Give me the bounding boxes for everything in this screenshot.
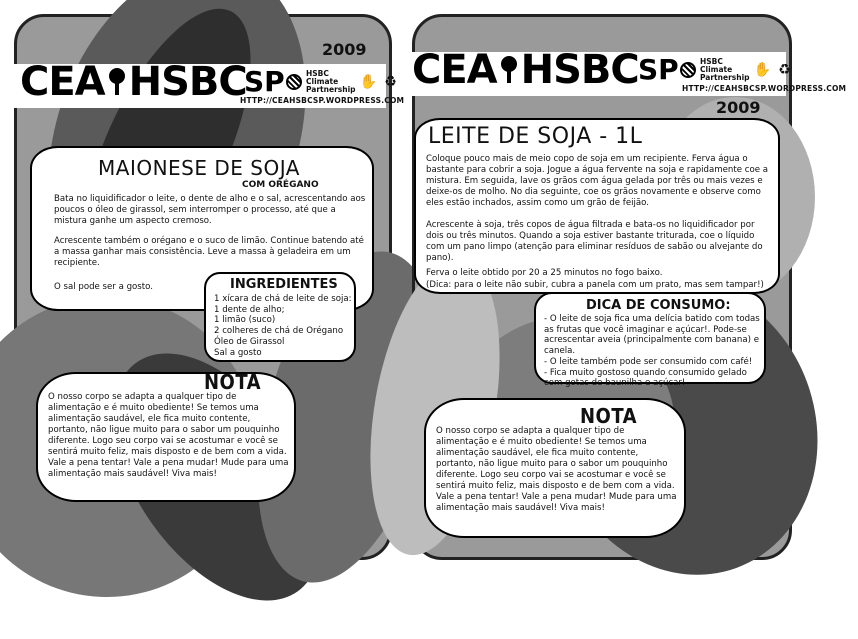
partner-text: HSBC Climate Partnership [700,57,750,82]
recipe-paragraph-2: Acrescente também o orégano e o suco de limão. Continue batendo até a massa ganhar mais consistência. Leve a massa à geladeira em um recipiente. [54,236,364,268]
recipe-bubble [414,118,780,294]
partner-text: HSBC Climate Partnership [306,69,356,94]
ingredient-item: Sal a gosto [214,347,262,358]
year-label: 2009 [716,98,761,117]
recipe-paragraph-3: Ferva o leite obtido por 20 a 25 minutos no fogo baixo. [426,268,663,278]
climate-logo-icon [680,62,696,78]
ingredients-list [214,294,356,358]
hand-icon: ✋ [753,61,772,78]
brand-hsbc: HSBC [520,47,639,93]
left-page [0,0,405,566]
dica-item: - Fica muito gostoso quando consumido gelado com gotas de baunilha e açúcar! [544,367,747,389]
blog-url: HTTP://CEAHSBCSP.WORDPRESS.COM [682,84,847,93]
year-label: 2009 [322,40,367,59]
note-bubble [36,372,296,502]
recipe-paragraph-2: Acrescente à soja, três copos de água filtrada e bata-os no liquidificador por dois ou três minutos. Quando a soja estiver bastante triturada, coe o líquido com um pano limpo (atenção para eliminar resíduos de sabão ou alvejante do pano). [426,220,763,263]
recycle-icon: ♻ [384,73,397,90]
dica-list [544,314,762,389]
dica-item: - O leite também pode ser consumido com café! [544,356,753,367]
brand-cea: CEA [20,59,105,105]
recipe-subtitle: COM ORÉGANO [242,180,319,190]
note-bubble [424,398,686,538]
dica-title: DICA DE CONSUMO: [586,298,731,313]
ingredient-item: 1 limão (suco) [214,315,276,326]
recipe-paragraph-1: Bata no liquidificador o leite, o dente de alho e o sal, acrescentando aos poucos o óleo de girassol, sem interromper o processo, até que a mistura ganhe um aspecto cremoso. [54,194,366,226]
ingredients-bubble [204,272,356,362]
ingredient-item: Óleo de Girassol [214,336,285,347]
brand-title [20,59,247,105]
partner-logos [680,58,794,82]
hand-icon: ✋ [359,73,378,90]
brand-hsbc: HSBC [128,59,247,105]
ingredients-title: INGREDIENTES [230,277,338,292]
dica-bubble [534,292,766,389]
blog-url: HTTP://CEAHSBCSP.WORDPRESS.COM [240,96,405,105]
brand-cea: CEA [412,47,497,93]
climate-logo-icon [286,74,302,90]
brand-sp: SP [638,53,679,86]
note-title: NOTA [204,370,261,394]
partner-logos [286,70,400,94]
recipe-paragraph-1: Coloque pouco mais de meio copo de soja em um recipiente. Ferva água o bastante para cobrir a soja. Jogue a água fervente na soja e rapidamente coe a mistura. Em seguida, lave os grãos com água gelada por três ou mais vezes e deixe-os de molho. No dia seguinte, coe os grãos novamente e observe como eles estão inchados, assim como um grão de feijão. [426,154,769,208]
brand-sp: SP [244,65,285,98]
note-title: NOTA [580,404,637,428]
note-text: O nosso corpo se adapta a qualquer tipo de alimentação e é muito obediente! Se temos uma alimentação saudável, ele fica muito contente, portanto, não ligue muito para o sabor um pouquinho diferente. Logo seu corpo vai se acostumar e você se sentirá muito feliz, mais disposto e de bem com a vida. Vale a pena tentar! Vale a pena mudar! Mude para uma alimentação mais saudável! Viva mais! [48,392,289,479]
note-text: O nosso corpo se adapta a qualquer tipo de alimentação e é muito obediente! Se temos uma alimentação saudável, ele fica muito contente, portanto, não ligue muito para o sabor um pouquinho diferente. Logo seu corpo vai se acostumar e você se sentirá muito feliz, mais disposto e de bem com a vida. Vale a pena tentar! Vale a pena mudar! Mude para uma alimentação mais saudável! Viva mais! [436,426,677,513]
ingredient-item: 1 dente de alho; [214,304,285,315]
brand-title [412,47,639,93]
tree-icon [107,64,127,104]
right-page [400,0,847,566]
ingredient-item: 2 colheres de chá de Orégano [214,326,344,337]
recycle-icon: ♻ [778,61,791,78]
dica-item: - O leite de soja fica uma delícia batido com todas as frutas que você imaginar e açúcar!. Pode-se acrescentar aveia (principalmente com banana) e canela. [544,314,760,357]
recipe-title: MAIONESE DE SOJA [98,156,300,180]
recipe-paragraph-4: (Dica: para o leite não subir, cubra a panela com um prato, mas sem tampar!) [426,280,764,290]
tree-icon [499,52,519,92]
ingredient-item: 1 xícara de chá de leite de soja: [214,294,352,304]
recipe-paragraph-3: O sal pode ser a gosto. [54,282,153,292]
recipe-title: LEITE DE SOJA - 1L [428,124,643,149]
